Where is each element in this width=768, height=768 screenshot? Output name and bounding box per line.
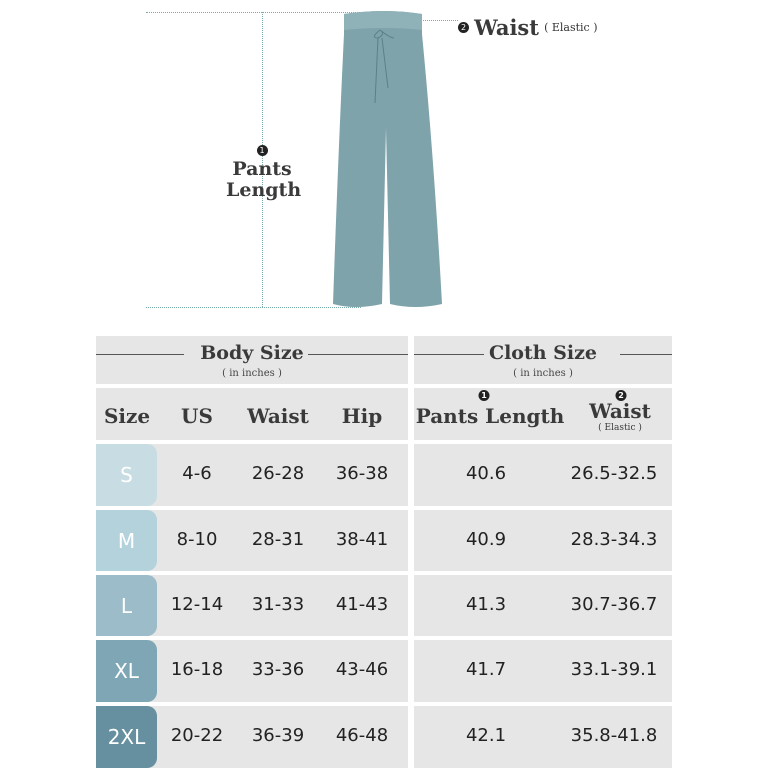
us-size-cell: 16-18 bbox=[170, 659, 224, 680]
waist-cell: 26-28 bbox=[251, 463, 305, 484]
pants-length-line1: Pants bbox=[232, 158, 292, 180]
header-cloth-waist: Waist bbox=[589, 399, 651, 423]
waist-cell: 33-36 bbox=[251, 659, 305, 680]
pants-length-line2: Length bbox=[226, 179, 302, 201]
size-badge: M bbox=[96, 510, 157, 571]
cloth-waist-cell: 30.7-36.7 bbox=[570, 593, 658, 615]
table-row-cloth bbox=[414, 706, 672, 768]
pants-illustration bbox=[330, 8, 445, 310]
waist-cell: 36-39 bbox=[251, 725, 305, 746]
us-size-cell: 12-14 bbox=[170, 593, 224, 615]
size-badge: 2XL bbox=[96, 706, 157, 768]
hip-cell: 36-38 bbox=[335, 463, 389, 484]
table-row-cloth bbox=[414, 640, 672, 702]
cloth-size-unit: ( in inches ) bbox=[513, 368, 573, 379]
cloth-waist-cell: 33.1-39.1 bbox=[570, 659, 658, 680]
pants-shape bbox=[333, 11, 442, 307]
hip-cell: 41-43 bbox=[335, 593, 389, 615]
waist-cell: 28-31 bbox=[251, 528, 305, 550]
table-row-cloth bbox=[414, 510, 672, 571]
body-size-title: Body Size bbox=[200, 342, 304, 364]
us-size-cell: 20-22 bbox=[170, 725, 224, 746]
size-badge: S bbox=[96, 444, 157, 506]
header-size: Size bbox=[103, 404, 151, 428]
pants-length-cell: 40.9 bbox=[465, 528, 507, 550]
cloth-waist-cell: 26.5-32.5 bbox=[570, 463, 658, 484]
body-column-headers bbox=[96, 388, 408, 440]
body-size-unit: ( in inches ) bbox=[222, 368, 282, 379]
pants-length-cell: 41.7 bbox=[465, 659, 507, 680]
table-row-cloth bbox=[414, 444, 672, 506]
pants-length-cell: 40.6 bbox=[465, 463, 507, 484]
pants-length-cell: 42.1 bbox=[465, 725, 507, 746]
size-badge: L bbox=[96, 575, 157, 636]
size-badge: XL bbox=[96, 640, 157, 702]
marker-1-icon: 1 bbox=[257, 145, 268, 156]
cloth-waist-cell: 35.8-41.8 bbox=[570, 725, 658, 746]
body-size-header bbox=[96, 336, 408, 384]
header-us: US bbox=[181, 404, 213, 428]
table-row-cloth bbox=[414, 575, 672, 636]
header-cloth-waist-note: ( Elastic ) bbox=[598, 423, 642, 433]
header-pants-length: Pants Length bbox=[415, 404, 565, 428]
waist-label bbox=[458, 15, 598, 40]
marker-1-icon: 1 bbox=[479, 390, 490, 401]
cloth-size-header bbox=[414, 336, 672, 384]
hip-cell: 38-41 bbox=[335, 528, 389, 550]
cloth-column-headers bbox=[414, 388, 672, 440]
waist-cell: 31-33 bbox=[251, 593, 305, 615]
cloth-waist-cell: 28.3-34.3 bbox=[570, 528, 658, 550]
pants-length-label bbox=[226, 140, 302, 201]
hip-cell: 43-46 bbox=[335, 659, 389, 680]
hip-cell: 46-48 bbox=[335, 725, 389, 746]
bottom-guide-line bbox=[146, 307, 361, 308]
us-size-cell: 4-6 bbox=[182, 463, 212, 484]
header-hip: Hip bbox=[341, 404, 383, 428]
marker-2-icon: 2 bbox=[616, 390, 627, 401]
marker-2-icon: 2 bbox=[458, 22, 469, 33]
waist-label-text: Waist bbox=[474, 15, 539, 40]
cloth-size-title: Cloth Size bbox=[488, 342, 598, 364]
header-waist: Waist bbox=[247, 404, 309, 428]
pants-length-cell: 41.3 bbox=[465, 593, 507, 615]
waist-note: ( Elastic ) bbox=[544, 21, 598, 34]
us-size-cell: 8-10 bbox=[176, 528, 218, 550]
